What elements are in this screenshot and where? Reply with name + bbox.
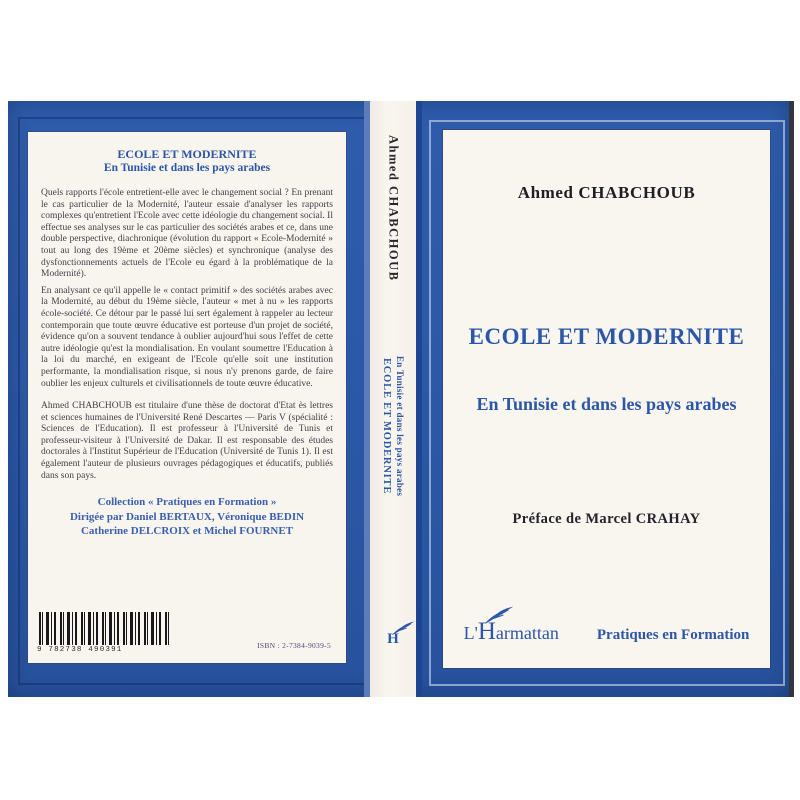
collection-line-3: Catherine DELCROIX et Michel FOURNET <box>80 525 294 538</box>
quill-icon <box>483 605 517 625</box>
isbn-text: ISBN : 2-7384-9039-5 <box>257 641 331 650</box>
book-spine <box>364 101 422 697</box>
back-paragraph-2: En analysant ce qu'il appelle le « contact primitif » des sociétés arabes avec la Modernité, au début du 19ème siècle, l'auteur « met à nu » les rapports école-société. Ce détour par le passé lui sert également à rappeler au lecteur contemporain que toute œuvre éducative est porteuse d'un projet de société, évidence qu'on a souvent tendance à oublier aujourd'hui sous l'effet de cette autre idéologie qu'est la mondialisation. En voulant soumettre l'Education à la loi du marché, en exigeant de l'Ecole qu'elle soit une institution performante, la mondialisation risque, si nous n'y prenons garde, de faire oublier les enjeux culturels et civilisationnels de toute œuvre éducative. <box>41 285 333 389</box>
spine-logo-letter: H <box>387 631 399 647</box>
collection-line-2: Dirigée par Daniel BERTAUX, Véronique BEDIN <box>69 510 305 523</box>
spine-title: ECOLE ET MODERNITE <box>381 358 392 495</box>
collection-line-1: Collection « Pratiques en Formation » <box>97 496 277 509</box>
publisher-suffix: armattan <box>495 623 559 643</box>
quill-icon <box>391 620 417 636</box>
front-subtitle: En Tunisie et dans les pays arabes <box>476 394 737 414</box>
publisher-prefix: L' <box>463 623 478 643</box>
back-paragraph-1: Quels rapports l'école entretient-elle avec le changement social ? En prenant le cas particulier de la Modernité, l'auteur essaie d'analyser les rapports complexes qu'entretient l'Ecole avec cette idéologie du changement social. Il effectue ses analyses sur le cas particulier des sociétés arabes et ce, dans une double perspective, diachronique (évolution du rapport « Ecole-Modernité » tout au long des 19ème et 20ème siècles) et synchronique (analyse des dysfonctionnements actuels de l'Ecole eu égard à la problématique de la Modernité). <box>41 188 333 280</box>
back-subtitle: En Tunisie et dans les pays arabes <box>103 162 271 174</box>
spine-publisher-logo <box>387 632 399 647</box>
back-author-bio: Ahmed CHABCHOUB est titulaire d'une thèse de doctorat d'Etat ès lettres et sciences humaines de l'Université René Descartes — Paris V (spécialité : Sciences de l'Education). Il est professeur à l'Université de Tunis et professeur-visiteur à l'Université de Dakar. Il est responsable des études doctorales à l'Institut Supérieur de l'Education (Université de Tunis 1). Il est également l'auteur de plusieurs ouvrages pédagogiques et éducatifs, publiés dans son pays. <box>41 401 333 481</box>
barcode-number: 9 782738 490391 <box>37 646 123 654</box>
spine-title-block <box>380 356 406 496</box>
collection-block <box>41 495 333 539</box>
barcode <box>37 612 171 654</box>
back-cover-panel <box>28 132 346 663</box>
spine-subtitle: En Tunisie et dans les pays arabes <box>395 356 405 497</box>
spine-author: Ahmed CHABCHOUB <box>386 135 401 282</box>
book-cover-photo <box>8 101 794 697</box>
front-title: ECOLE ET MODERNITE <box>468 324 745 349</box>
series-label: Pratiques en Formation <box>596 627 750 643</box>
front-publisher-row <box>443 618 770 646</box>
publisher-logo <box>464 618 559 646</box>
publisher-h-letter: H <box>477 618 496 645</box>
front-author: Ahmed CHABCHOUB <box>517 183 696 202</box>
publisher-h <box>478 618 496 646</box>
back-title: ECOLE ET MODERNITE <box>117 147 257 161</box>
barcode-bars-icon <box>39 612 169 645</box>
front-cover-panel <box>443 130 770 668</box>
front-preface: Préface de Marcel CRAHAY <box>512 511 701 527</box>
